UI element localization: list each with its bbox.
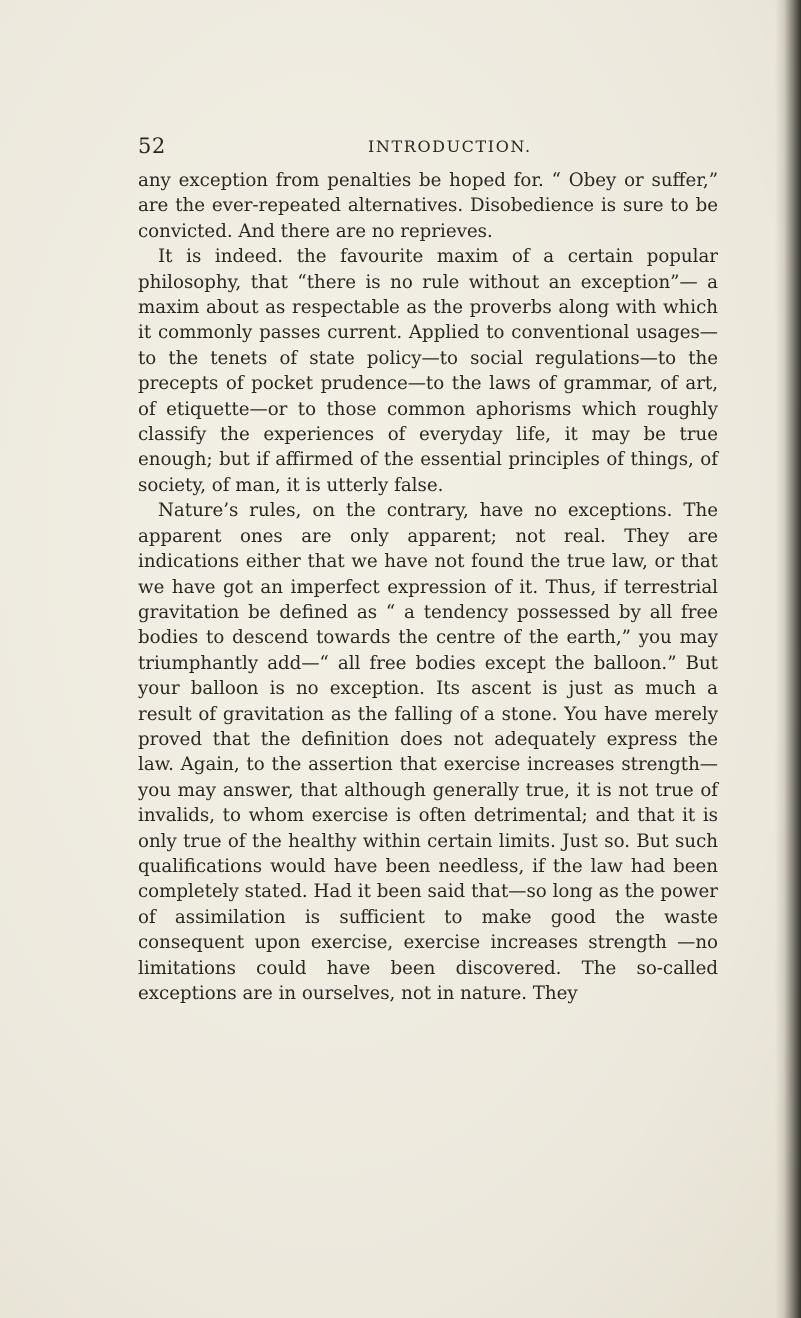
running-title: INTRODUCTION. — [368, 137, 532, 156]
paragraph-2: It is indeed. the favourite maxim of a certain popular philosophy, that “there is no rule without an exception”— a maxim about as respectable as the proverbs along with which it commonly passes current. Applied to conventional usages—to the tenets of state policy—to social regulations—to the precepts of pocket prudence—to the laws of grammar, of art, of etiquette—or to those common aphorisms which roughly classify the experiences of everyday life, it may be true enough; but if affirmed of the essential principles of things, of society, of man, it is utterly false. — [138, 246, 718, 496]
page-number: 52 — [138, 134, 166, 158]
body-text — [138, 168, 718, 1006]
binding-shadow — [775, 0, 801, 1318]
running-head — [138, 134, 718, 160]
paragraph-1: any exception from penalties be hoped for. “ Obey or suffer,” are the ever-repeated alternatives. Disobedience is sure to be convicted. And there are no reprieves. — [138, 170, 718, 242]
paragraph-3: Nature’s rules, on the contrary, have no exceptions. The apparent ones are only apparent; not real. They are indications either that we have not found the true law, or that we have got an imperfect expression of it. Thus, if terrestrial gravitation be defined as “ a tendency possessed by all free bodies to descend towards the centre of the earth,” you may triumphantly add—“ all free bodies except the balloon.” But your balloon is no exception. Its ascent is just as much a result of gravitation as the falling of a stone. You have merely proved that the definition does not adequately express the law. Again, to the assertion that exercise increases strength—you may answer, that although generally true, it is not true of invalids, to whom exercise is often detrimental; and that it is only true of the healthy within certain limits. Just so. But such qualifications would have been needless, if the law had been completely stated. Had it been said that—so long as the power of assimilation is sufficient to make good the waste consequent upon exercise, exercise increases strength —no limitations could have been discovered. The so-called exceptions are in ourselves, not in nature. They — [138, 500, 718, 1004]
